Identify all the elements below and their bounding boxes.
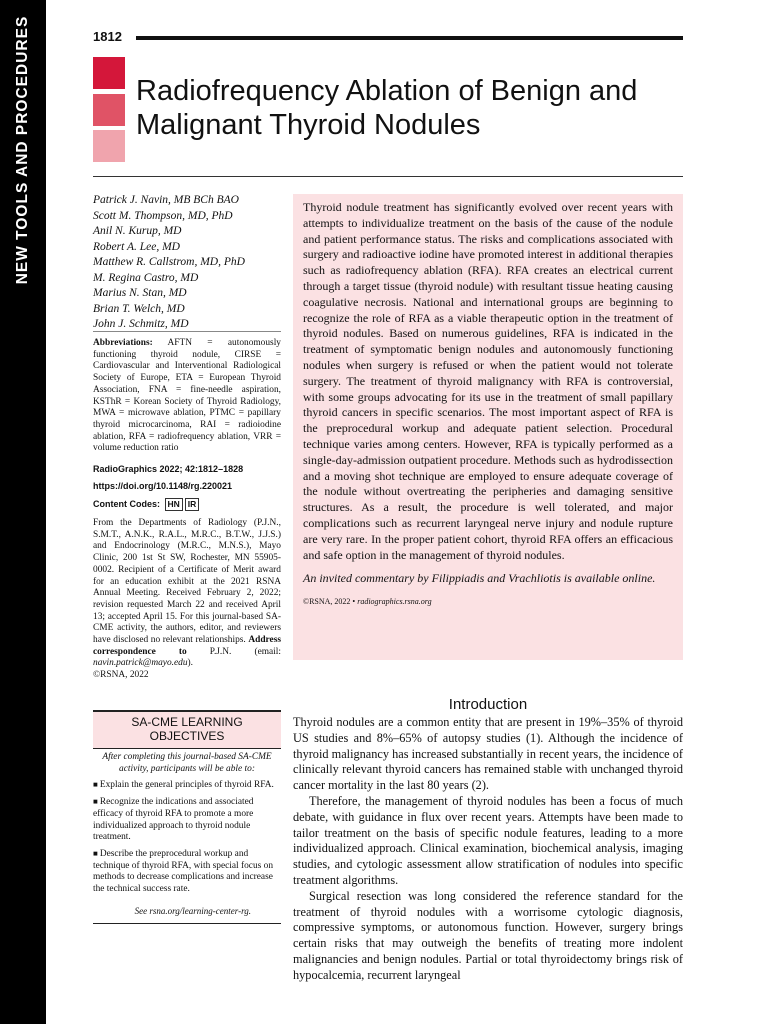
content-code-badge: HN (165, 498, 183, 511)
affiliation-text: From the Departments of Radiology (P.J.N., S.M.T., A.N.K., R.A.L., M.R.C., B.T.W., J.J.S.) and Endocrinology (M.R.C., M.N.S.), Mayo Clinic, 200 1st St SW, Rochester, MN 55905-0002. Recipient of a Certificate of Merit award for an education exhibit at the 2021 RSNA Annual Meeting. Received February 2, 2022; revision requested March 22 and received April 13; accepted April 15. For this journal-based SA-CME activity, the authors, editor, and reviewers have disclosed no relevant relationships. (93, 518, 281, 646)
square-bullet-icon: ■ (93, 797, 98, 807)
author: John J. Schmitz, MD (93, 318, 189, 330)
header-rule (136, 36, 683, 40)
paragraph: Therefore, the management of thyroid nodules has been a focus of much debate, with guidance in flux over recent years. Attempts have been made to tailor treatment on the basis of specific nodule features, leading to a more individualized approach. Clinical examination, biochemical analysis, imaging studies, and cytologic assessment allow stratification of nodules into specific treatment algorithms. (293, 793, 683, 887)
author: Patrick J. Navin, MB BCh BAO (93, 194, 239, 206)
correspondence-closing: ). (187, 658, 194, 669)
author: Anil N. Kurup, MD (93, 225, 182, 237)
journal-url[interactable]: radiographics.rsna.org (357, 597, 432, 607)
paragraph: Surgical resection was long considered the reference standard for the treatment of thyroid nodules with a worrisome cytologic diagnosis, compressive symptoms, or autonomous function. However, surgery brings certain risks that may outweigh the benefits of treating more indolent malignancies and benign nodules. Partial or total thyroidectomy brings risk of hypocalcemia, recurrent laryngeal (293, 888, 683, 982)
author: Robert A. Lee, MD (93, 240, 180, 253)
copyright-notice: ©RSNA, 2022 (93, 670, 149, 680)
accent-square-light (93, 130, 125, 162)
author-list (93, 193, 283, 333)
content-codes (93, 497, 281, 511)
content-code-badge: IR (185, 498, 200, 511)
correspondence-text: P.J.N. (email: (209, 646, 281, 657)
cme-see-also[interactable]: See rsna.org/learning-center-rg. (134, 905, 251, 916)
accent-square-medium (93, 94, 125, 126)
cme-objective: ■ Explain the general principles of thyroid RFA. (93, 780, 274, 791)
author: Scott M. Thompson, MD, PhD (93, 209, 233, 222)
commentary-note: An invited commentary by Filippiadis and Vrachliotis is available online. (303, 571, 656, 586)
abstract-text: Thyroid nodule treatment has significantly evolved over recent years with attempts to individualize treatment on the basis of the cause of the nodule and patient performance status. The risks and complications associated with surgery and radioactive iodine have promoted interest in additional therapies such as radiofrequency ablation (RFA). RFA creates an electrical current through a target tissue (thyroid nodule) with resultant tissue heating causing coagulative necrosis. National and international groups are beginning to recognize the role of RFA as a viable therapeutic option in the treatment of thyroid nodules. Based on numerous guidelines, RFA is indicated in the treatment of symptomatic benign nodules and autonomously functioning nodules when surgery is refused or when the patient would not tolerate surgery. The treatment of thyroid malignancy with RFA is controversial, with some groups advocating for its use in the treatment of small papillary thyroid cancers in specific scenarios. The most important aspect of RFA is the preprocedural workup and adequate patient selection. Procedural technique varies among centers. However, RFA is typically performed as a single-day-admission outpatient procedure. Methods such as hydrodissection and a moving shot technique are employed to ensure adequate coverage of the nodule without overtreating the peripheries and damaging sensitive structures. As a result, the procedure is well tolerated, and major complications such as recurrent laryngeal nerve injury and nodule rupture are very rare. In the proper patient cohort, thyroid RFA offers an efficacious and safe option in the management of thyroid nodules. (303, 200, 673, 562)
correspondence-email[interactable]: navin.patrick@mayo.edu (93, 658, 188, 669)
abstract-box (293, 194, 683, 660)
section-label: NEW TOOLS AND PROCEDURES (14, 15, 31, 285)
accent-square-dark (93, 57, 125, 89)
section-sidebar (0, 0, 46, 1024)
abbreviations-label: Abbreviations: (93, 338, 153, 348)
cme-bottom-rule (93, 923, 281, 924)
abbreviations-text: AFTN = autonomously functioning thyroid nodule, CIRSE = Cardiovascular and Interventional Radiological Society of Europe, ETA = European Thyroid Association, FNA = fine-needle aspiration, KSThR = Korean Society of Thyroid Radiology, MWA = microwave ablation, PTMC = papillary thyroid microcarcinoma, RAI = radioiodine ablation, RFA = radiofrequency ablation, VRR = volume reduction ratio (93, 338, 281, 454)
author: Marius N. Stan, MD (93, 287, 187, 299)
introduction-heading: Introduction (448, 696, 528, 713)
cme-objectives-box (93, 710, 281, 924)
abstract-copyright (303, 597, 673, 606)
author: Brian T. Welch, MD (93, 302, 185, 315)
introduction-text (293, 715, 683, 984)
correspondence-label: Address correspondence to (93, 635, 282, 657)
author: M. Regina Castro, MD (93, 271, 199, 284)
page-number: 1812 (93, 29, 122, 44)
author: Matthew R. Callstrom, MD, PhD (93, 256, 245, 268)
cme-intro: After completing this journal-based SA-CME activity, participants will be able to: (102, 752, 272, 774)
abstract-copyright-text: ©RSNA, 2022 • (303, 597, 356, 607)
square-bullet-icon: ■ (93, 848, 98, 858)
affiliation (93, 518, 281, 670)
citation (93, 461, 281, 495)
doi-link[interactable]: https://doi.org/10.1148/rg.220021 (93, 481, 233, 491)
paragraph: Thyroid nodules are a common entity that are present in 19%–35% of thyroid US studies and 8%–65% of autopsy studies (1). Although the incidence of thyroid malignancy has increased substantially in recent years, the incidence of clinically relevant thyroid cancers has remained stable with unchanged thyroid cancer mortality in the last 80 years (2). (293, 715, 683, 793)
authors-divider (93, 331, 281, 332)
cme-objective: ■ Describe the preprocedural workup and technique of thyroid RFA, with special focus on methods to decrease complications and increase the technical success rate. (93, 848, 274, 895)
cme-title: SA-CME LEARNING OBJECTIVES (93, 710, 281, 749)
square-bullet-icon: ■ (93, 780, 98, 790)
title-rule (93, 176, 683, 177)
journal-citation: RadioGraphics 2022; 42:1812–1828 (93, 464, 244, 474)
cme-objective: ■ Recognize the indications and associated efficacy of thyroid RFA to promote a more individualized approach to thyroid nodule treatment. (93, 797, 254, 843)
article-title: Radiofrequency Ablation of Benign and Malignant Thyroid Nodules (136, 75, 638, 141)
content-codes-label: Content Codes: (93, 499, 160, 509)
abbreviations (93, 338, 281, 455)
